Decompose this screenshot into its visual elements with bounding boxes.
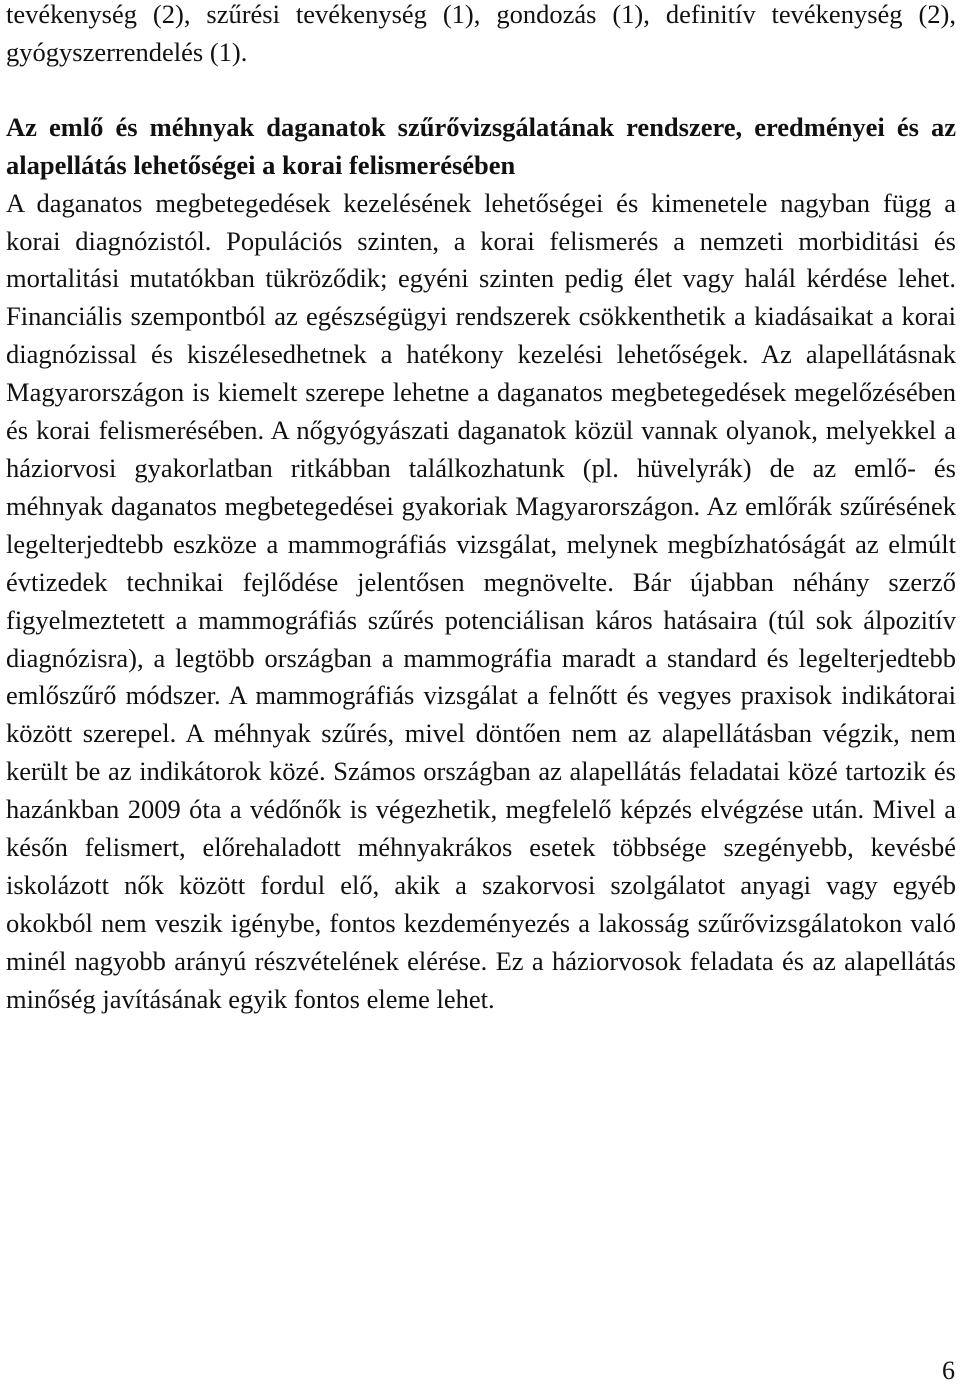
section-heading: Az emlő és méhnyak daganatok szűrővizsgálatának rendszere, eredményei és az alapellátás lehetőségei a korai felismerésében <box>6 111 956 180</box>
intro-paragraph: tevékenység (2), szűrési tevékenység (1), gondozás (1), definitív tevékenység (2), gyógyszerrendelés (1). <box>6 0 956 67</box>
page-number: 6 <box>942 1356 955 1385</box>
document-page <box>6 0 956 1019</box>
body-paragraph: A daganatos megbetegedések kezelésének lehetőségei és kimenetele nagyban függ a korai diagnózistól. Populációs szinten, a korai felismerés a nemzeti morbiditási és mortalitási mutatókban tükröződik; egyéni szinten pedig élet vagy halál kérdése lehet. Financiális szempontból az egészségügyi rendszerek csökkenthetik a kiadásaikat a korai diagnózissal és kiszélesedhetnek a hatékony kezelési lehetőségek. Az alapellátásnak Magyarországon is kiemelt szerepe lehetne a daganatos megbetegedések megelőzésében és korai felismerésében. A nőgyógyászati daganatok közül vannak olyanok, melyekkel a háziorvosi gyakorlatban ritkábban találkozhatunk (pl. hüvelyrák) de az emlő- és méhnyak daganatos megbetegedései gyakoriak Magyarországon. Az emlőrák szűrésének legelterjedtebb eszköze a mammográfiás vizsgálat, melynek megbízhatóságát az elmúlt évtizedek technikai fejlődése jelentősen megnövelte. Bár újabban néhány szerző figyelmeztetett a mammográfiás szűrés potenciálisan káros hatásaira (túl sok álpozitív diagnózisra), a legtöbb országban a mammográfia maradt a standard és legelterjedtebb emlőszűrő módszer. A mammográfiás vizsgálat a felnőtt és vegyes praxisok indikátorai között szerepel. A méhnyak szűrés, mivel döntően nem az alapellátásban végzik, nem került be az indikátorok közé. Számos országban az alapellátás feladatai közé tartozik és hazánkban 2009 óta a védőnők is végezhetik, megfelelő képzés elvégzése után. Mivel a későn felismert, előrehaladott méhnyakrákos esetek többsége szegényebb, kevésbé iskolázott nők között fordul elő, akik a szakorvosi szolgálatot anyagi vagy egyéb okokból nem veszik igénybe, fontos kezdeményezés a lakosság szűrővizsgálatokon való minél nagyobb arányú részvételének elérése. Ez a háziorvosok feladata és az alapellátás minőség javításának egyik fontos eleme lehet. <box>6 187 956 1014</box>
